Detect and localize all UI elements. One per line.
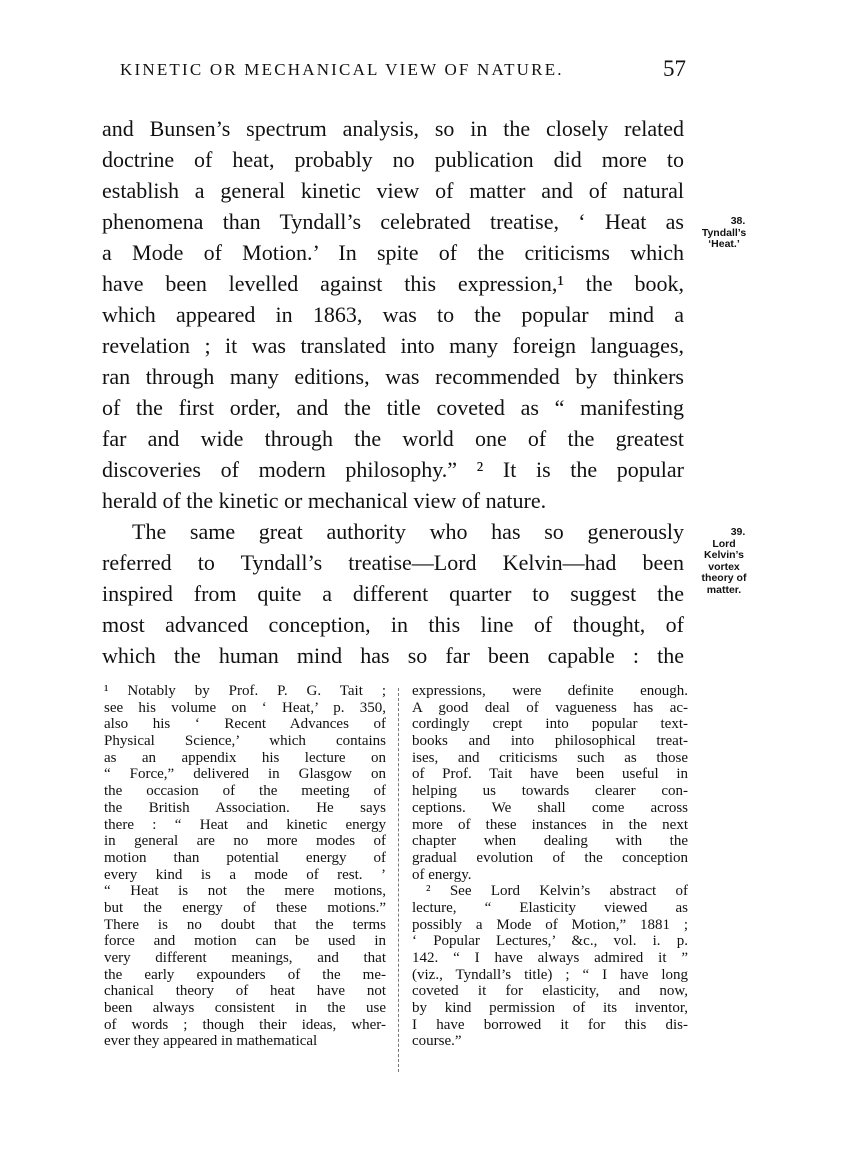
footnote-line: ever they appeared in mathematical bbox=[104, 1033, 318, 1050]
footnote-line: There is no doubt that the terms bbox=[104, 916, 386, 933]
body-line: have been levelled against this expression,¹ the book, bbox=[102, 271, 684, 296]
footnote-line: but the energy of these motions.” bbox=[104, 899, 386, 916]
footnote-line: chanical theory of heat have not bbox=[104, 983, 386, 1000]
body-line: referred to Tyndall’s treatise—Lord Kelvin—had been bbox=[102, 550, 684, 575]
running-head-title: KINETIC OR MECHANICAL VIEW OF NATURE. bbox=[120, 60, 564, 79]
running-head bbox=[100, 56, 690, 86]
footnote-line: I have borrowed it for this dis- bbox=[412, 1016, 688, 1033]
footnote-line: as an appendix his lecture on bbox=[104, 749, 386, 766]
body-line: inspired from quite a different quarter to suggest the bbox=[102, 581, 684, 606]
margin-note-line: ‘Heat.’ bbox=[708, 238, 740, 250]
footnote-line: the occasion of the meeting of bbox=[104, 783, 386, 800]
footnote-line: of energy. bbox=[412, 866, 472, 883]
footnote-line: ² See Lord Kelvin’s abstract of bbox=[426, 883, 688, 900]
margin-note-line: matter. bbox=[706, 583, 742, 596]
footnote-line: more of these instances in the next bbox=[412, 816, 688, 833]
body-line: most advanced conception, in this line of thought, of bbox=[102, 612, 684, 637]
body-line: of the first order, and the title coveted as “ manifesting bbox=[102, 395, 684, 420]
footnote-line: the British Association. He says bbox=[104, 799, 386, 816]
margin-note-38 bbox=[688, 216, 760, 251]
footnote-line: course.” bbox=[412, 1033, 462, 1050]
footnote-line: cordingly crept into popular text- bbox=[412, 716, 688, 733]
margin-note-39 bbox=[688, 527, 760, 596]
body-line: ran through many editions, was recommended by thinkers bbox=[102, 364, 684, 389]
footnote-line: Physical Science,’ which contains bbox=[104, 733, 386, 750]
body-line: revelation ; it was translated into many foreign languages, bbox=[102, 333, 684, 358]
body-line: far and wide through the world one of the greatest bbox=[102, 426, 684, 451]
footnote-line: ceptions. We shall come across bbox=[412, 799, 688, 816]
main-text bbox=[102, 113, 684, 671]
column-divider bbox=[398, 688, 399, 1072]
footnote-line: ‘ Popular Lectures,’ &c., vol. i. p. bbox=[412, 933, 688, 950]
footnote-line: chapter when dealing with the bbox=[412, 833, 688, 850]
footnote-line: there : “ Heat and kinetic energy bbox=[104, 816, 386, 833]
footnote-line: force and motion can be used in bbox=[104, 933, 386, 950]
body-line: doctrine of heat, probably no publication did more to bbox=[102, 147, 684, 172]
footnote-line: the early expounders of the me- bbox=[104, 966, 386, 983]
body-line: which the human mind has so far been capable : the bbox=[102, 643, 684, 668]
footnote-line: every kind is a mode of rest. ’ bbox=[104, 866, 386, 883]
margin-note-line: Kelvin’s bbox=[704, 549, 744, 561]
body-line: The same great authority who has so generously bbox=[132, 519, 684, 544]
footnote-line: very different meanings, and that bbox=[104, 950, 386, 966]
footnotes-right-column bbox=[412, 683, 688, 1050]
footnote-line: helping us towards clearer con- bbox=[412, 783, 688, 800]
footnote-line: possibly a Mode of Motion,” 1881 ; bbox=[412, 916, 688, 933]
margin-note-line: Lord bbox=[712, 537, 736, 550]
body-line: and Bunsen’s spectrum analysis, so in the closely related bbox=[102, 116, 684, 141]
footnote-line: 142. “ I have always admired it ” bbox=[412, 950, 688, 966]
footnotes-left-column bbox=[104, 683, 386, 1050]
footnote-line: also his ‘ Recent Advances of bbox=[104, 716, 386, 733]
footnote-line: of words ; though their ideas, wher- bbox=[104, 1016, 386, 1033]
page-number: 57 bbox=[663, 56, 686, 81]
footnote-line: of Prof. Tait have been useful in bbox=[412, 766, 688, 783]
margin-note-line: theory of bbox=[701, 572, 747, 584]
footnote-line: expressions, were definite enough. bbox=[412, 683, 688, 699]
footnote-line: books and into philosophical treat- bbox=[412, 733, 688, 750]
footnote-line: in general are no more modes of bbox=[104, 833, 386, 850]
footnote-line: gradual evolution of the conception bbox=[412, 849, 688, 866]
footnote-line: “ Heat is not the mere motions, bbox=[104, 883, 386, 900]
body-line: which appeared in 1863, was to the popular mind a bbox=[102, 302, 684, 327]
body-line: establish a general kinetic view of matter and of natural bbox=[102, 178, 684, 203]
footnote-line: see his volume on ‘ Heat,’ p. 350, bbox=[104, 699, 386, 716]
footnote-line: “ Force,” delivered in Glasgow on bbox=[104, 766, 386, 783]
footnote-line: A good deal of vagueness has ac- bbox=[412, 699, 688, 716]
body-line: phenomena than Tyndall’s celebrated treatise, ‘ Heat as bbox=[102, 209, 684, 234]
footnote-line: (viz., Tyndall’s title) ; “ I have long bbox=[412, 966, 688, 983]
footnote-line: by kind permission of its inventor, bbox=[412, 1000, 688, 1017]
body-line: a Mode of Motion.’ In spite of the criticisms which bbox=[102, 240, 684, 265]
footnote-line: ¹ Notably by Prof. P. G. Tait ; bbox=[104, 683, 386, 699]
footnote-line: ises, and criticisms such as those bbox=[412, 749, 688, 766]
margin-note-line: Tyndall’s bbox=[701, 226, 747, 239]
margin-note-line: vortex bbox=[708, 560, 740, 573]
body-line: herald of the kinetic or mechanical view of nature. bbox=[102, 488, 547, 513]
footnote-line: been always consistent in the use bbox=[104, 1000, 386, 1017]
footnote-line: coveted it for elasticity, and now, bbox=[412, 983, 688, 1000]
body-line: discoveries of modern philosophy.” ² It is the popular bbox=[102, 457, 684, 482]
margin-note-number: 39. bbox=[730, 526, 746, 538]
footnote-line: motion than potential energy of bbox=[104, 849, 386, 866]
footnote-line: lecture, “ Elasticity viewed as bbox=[412, 899, 688, 916]
margin-note-number: 38. bbox=[730, 215, 746, 227]
